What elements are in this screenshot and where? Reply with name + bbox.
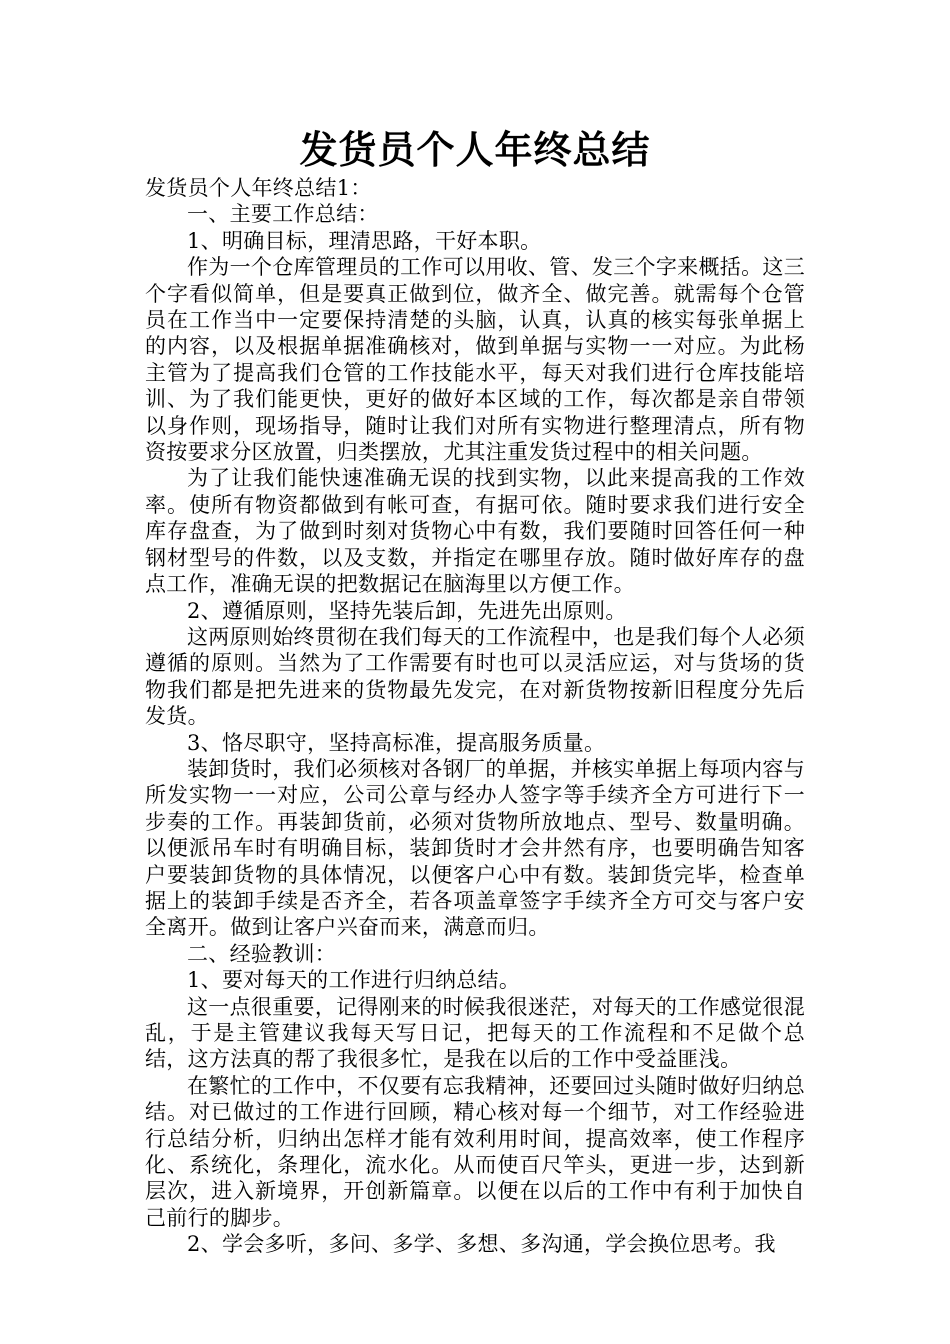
subsection-heading: 一、主要工作总结： — [187, 202, 379, 227]
document-body — [145, 175, 805, 1258]
body-paragraph: 作为一个仓库管理员的工作可以用收、管、发三个字来概括。这三个字看似简单，但是要真正做到位，做齐全、做完善。就需每个仓管员在工作当中一定要保持清楚的头脑，认真，认真的核实每张单据上的内容，以及根据单据准确核对，做到单据与实物一一对应。为此杨主管为了提高我们仓管的工作技能水平，每天对我们进行仓库技能培训、为了我们能更快，更好的做好本区域的工作，每次都是亲自带领以身作则，现场指导，随时让我们对所有实物进行整理清点，所有物资按要求分区放置，归类摆放，尤其注重发货过程中的相关问题。 — [145, 255, 805, 465]
body-paragraph: 为了让我们能快速准确无误的找到实物，以此来提高我的工作效率。使所有物资都做到有帐可查，有据可依。随时要求我们进行安全库存盘查，为了做到时刻对货物心中有数，我们要随时回答任何一种钢材型号的件数，以及支数，并指定在哪里存放。随时做好库存的盘点工作，准确无误的把数据记在脑海里以方便工作。 — [145, 466, 805, 597]
point-heading: 2、学会多听，多问、多学、多想、多沟通，学会换位思考。我 — [187, 1232, 776, 1257]
point-heading: 3、恪尽职守，坚持高标准，提高服务质量。 — [187, 730, 606, 755]
body-paragraph: 这两原则始终贯彻在我们每天的工作流程中，也是我们每个人必须遵循的原则。当然为了工作需要有时也可以灵活应运，对与货场的货物我们都是把先进来的货物最先发完，在对新货物按新旧程度分先后发货。 — [145, 624, 805, 729]
point-heading: 1、要对每天的工作进行归纳总结。 — [187, 968, 521, 993]
point-heading: 1、明确目标，理清思路，干好本职。 — [187, 228, 542, 253]
body-paragraph: 装卸货时，我们必须核对各钢厂的单据，并核实单据上每项内容与所发实物一一对应，公司公章与经办人签字等手续齐全方可进行下一步奏的工作。再装卸货前，必须对货物所放地点、型号、数量明确。以便派吊车时有明确目标，装卸货时才会井然有序，也要明确告知客户要装卸货物的具体情况，以便客户心中有数。装卸货完毕，检查单据上的装卸手续是否齐全，若各项盖章签字手续齐全方可交与客户安全离开。做到让客户兴奋而来，满意而归。 — [145, 756, 805, 940]
section-heading: 发货员个人年终总结1： — [145, 176, 372, 200]
body-paragraph: 这一点很重要，记得刚来的时候我很迷茫，对每天的工作感觉很混乱，于是主管建议我每天写日记，把每天的工作流程和不足做个总结，这方法真的帮了我很多忙，是我在以后的工作中受益匪浅。 — [145, 994, 805, 1072]
subsection-heading: 二、经验教训： — [187, 941, 337, 966]
point-heading: 2、遵循原则，坚持先装后卸，先进先出原则。 — [187, 598, 627, 623]
body-paragraph: 在繁忙的工作中，不仅要有忘我精神，还要回过头随时做好归纳总结。对已做过的工作进行回顾，精心核对每一个细节，对工作经验进行总结分析，归纳出怎样才能有效利用时间，提高效率，使工作程序化、系统化，条理化，流水化。从而使百尺竿头，更进一步，达到新层次，进入新境界，开创新篇章。以便在以后的工作中有利于加快自己前行的脚步。 — [145, 1073, 805, 1230]
document-title: 发货员个人年终总结 — [299, 127, 651, 172]
